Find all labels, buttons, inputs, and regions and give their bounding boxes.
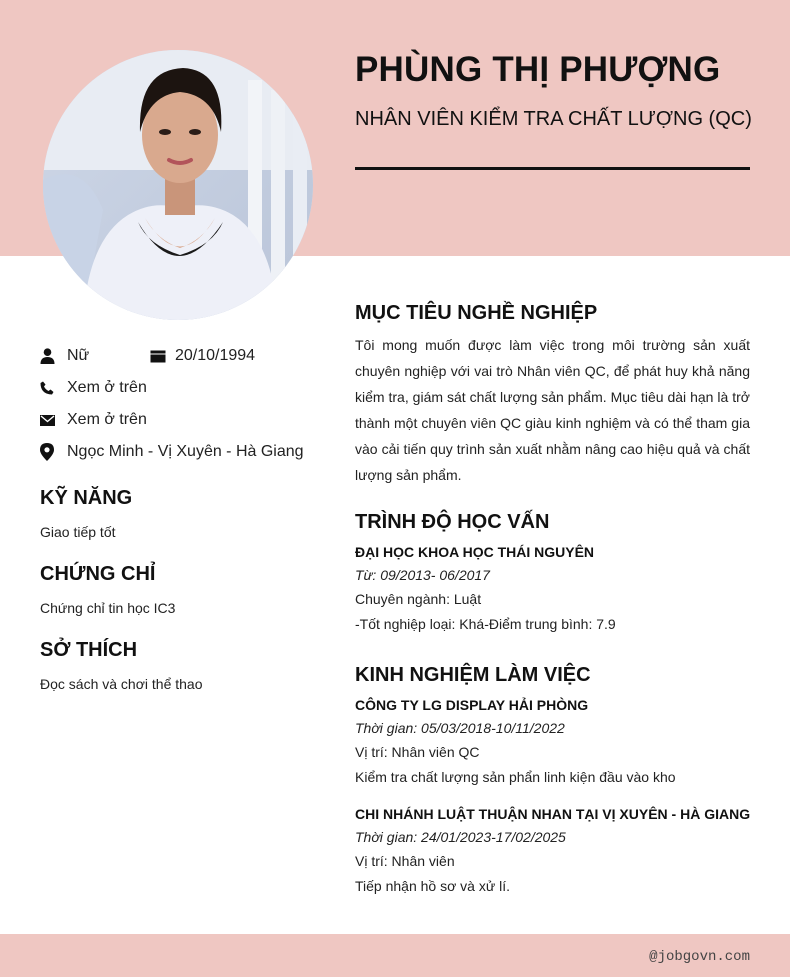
job-entry (355, 697, 750, 785)
birthdate-value: 20/10/1994 (175, 347, 256, 364)
gender-birthdate-row (40, 340, 320, 372)
education-result: -Tốt nghiệp loại: Khá-Điểm trung bình: 7.9 (355, 616, 616, 632)
address-row (40, 436, 320, 468)
experience-heading: KINH NGHIỆM LÀM VIỆC (355, 664, 591, 686)
address-value: Ngọc Minh - Vị Xuyên - Hà Giang (67, 443, 304, 460)
job-description: Kiểm tra chất lượng sản phẩn linh kiện đầu vào kho (355, 769, 676, 785)
education-heading: TRÌNH ĐỘ HỌC VẤN (355, 511, 550, 533)
phone-value: Xem ở trên (67, 379, 147, 396)
objective-text: Tôi mong muốn được làm việc trong môi trường sản xuất chuyên nghiệp với vai trò Nhân viên QC, để phát huy khả năng kiểm tra, giám sát chất lượng sản phẩm. Mục tiêu dài hạn là trở thành một chuyên viên QC giàu kinh nghiệm và có thể tham gia vào cải tiến quy trình sản xuất nhằm nâng cao hiệu quả và chất lượng sản phẩm. (355, 337, 750, 483)
education-major: Chuyên ngành: Luật (355, 591, 482, 607)
email-icon (39, 412, 55, 428)
skills-heading: KỸ NĂNG (40, 487, 133, 509)
objective-section (355, 302, 750, 488)
email-row (40, 404, 320, 436)
job-description: Tiếp nhận hồ sơ và xử lí. (355, 878, 510, 894)
certificates-heading: CHỨNG CHỈ (40, 563, 156, 585)
certificates-text: Chứng chỉ tin học IC3 (40, 600, 176, 616)
title-divider (355, 167, 750, 170)
profile-photo-illustration (43, 50, 313, 320)
personal-info-column (40, 340, 320, 468)
job-period: Thời gian: 24/01/2023-17/02/2025 (355, 829, 566, 845)
footer-watermark: @jobgovn.com (649, 949, 750, 965)
job-entry (355, 806, 750, 894)
job-title: NHÂN VIÊN KIỂM TRA CHẤT LƯỢNG (QC) (355, 108, 752, 130)
email-value: Xem ở trên (67, 411, 147, 428)
profile-photo (43, 50, 313, 320)
job-position: Vị trí: Nhân viên (355, 853, 455, 869)
location-pin-icon (39, 444, 55, 460)
candidate-name: PHÙNG THỊ PHƯỢNG (355, 50, 721, 89)
objective-heading: MỤC TIÊU NGHỀ NGHIỆP (355, 302, 598, 324)
job-company: CHI NHÁNH LUẬT THUẬN NHAN TẠI VỊ XUYÊN - HÀ GIANG (355, 806, 751, 822)
hobbies-heading: SỞ THÍCH (40, 639, 138, 661)
calendar-icon (150, 348, 166, 364)
school-name: ĐẠI HỌC KHOA HỌC THÁI NGUYÊN (355, 544, 595, 560)
person-icon (39, 348, 55, 364)
education-section (355, 511, 750, 632)
education-period: Từ: 09/2013- 06/2017 (355, 567, 490, 583)
hobbies-text: Đọc sách và chơi thể thao (40, 676, 203, 692)
phone-icon (39, 380, 55, 396)
phone-row (40, 372, 320, 404)
job-period: Thời gian: 05/03/2018-10/11/2022 (355, 720, 565, 736)
job-position: Vị trí: Nhân viên QC (355, 744, 480, 760)
skills-text: Giao tiếp tốt (40, 524, 116, 540)
gender-value: Nữ (67, 347, 90, 364)
experience-section (355, 664, 750, 894)
job-company: CÔNG TY LG DISPLAY HẢI PHÒNG (355, 697, 589, 713)
